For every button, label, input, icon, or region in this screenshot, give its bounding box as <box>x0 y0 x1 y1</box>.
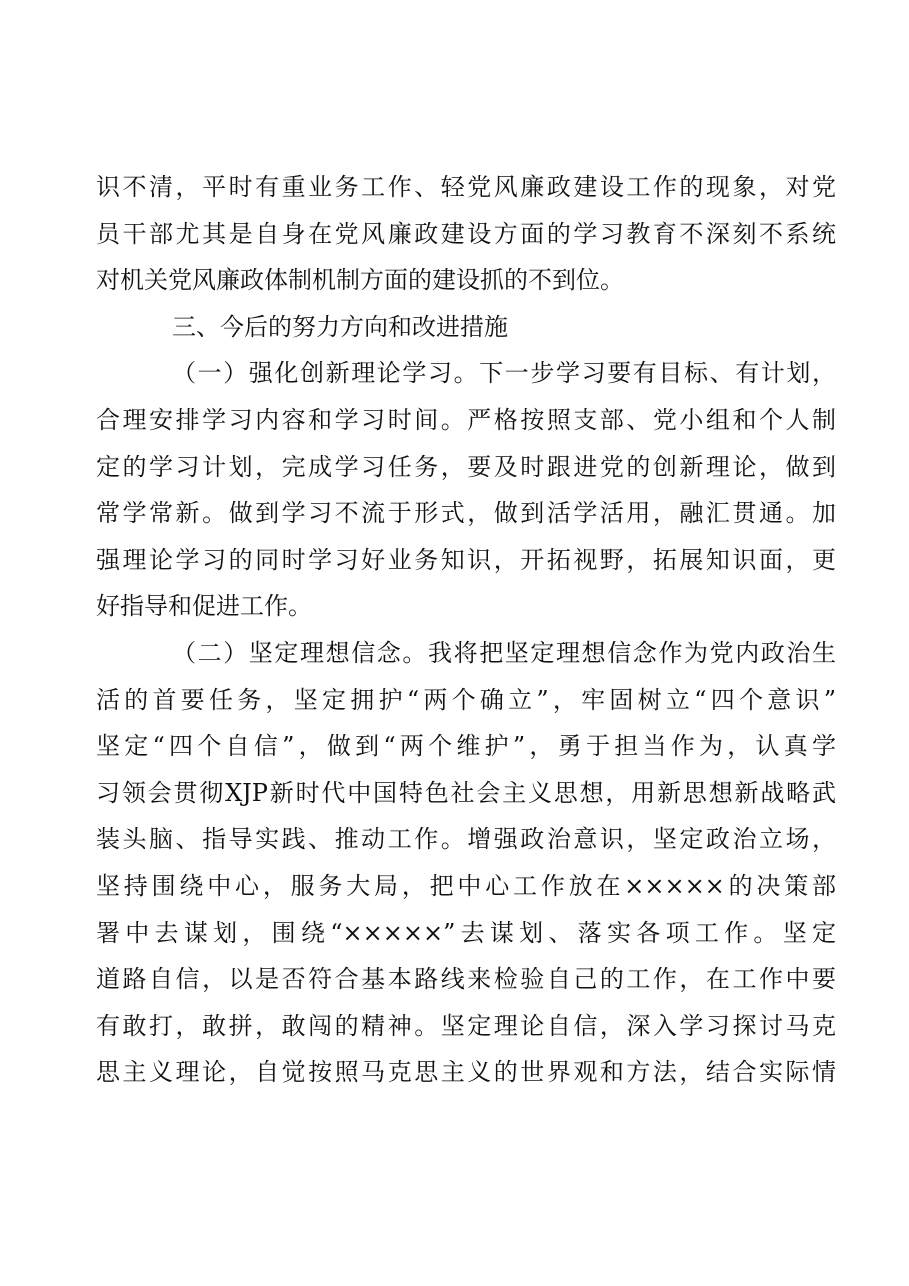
body-line: 习领会贯彻XJP新时代中国特色社会主义思想，用新思想新战略武 <box>96 778 836 807</box>
body-line: 常学常新。做到学习不流于形式，做到活学活用，融汇贯通。加 <box>96 499 836 528</box>
body-line: 强理论学习的同时学习好业务知识，开拓视野，拓展知识面，更 <box>96 545 836 574</box>
body-line: 有敢打，敢拼，敢闯的精神。坚定理论自信，深入学习探讨马克 <box>96 1011 836 1040</box>
body-line: 好指导和促进工作。 <box>96 592 312 621</box>
document-body <box>96 164 836 1096</box>
body-line: 装头脑、指导实践、推动工作。增强政治意识，坚定政治立场， <box>96 825 836 854</box>
body-line: 思主义理论，自觉按照马克思主义的世界观和方法，结合实际情 <box>96 1058 836 1087</box>
body-line: 员干部尤其是自身在党风廉政建设方面的学习教育不深刻不系统 <box>96 219 836 248</box>
body-line: 道路自信，以是否符合基本路线来检验自己的工作，在工作中要 <box>96 965 836 994</box>
body-line: 活的首要任务，坚定拥护“两个确立”，牢固树立“四个意识” <box>96 685 836 714</box>
section-heading: 三、今后的努力方向和改进措施 <box>172 312 508 341</box>
paragraph-first-line: （二）坚定理想信念。我将把坚定理想信念作为党内政治生 <box>172 638 836 667</box>
paragraph-first-line: （一）强化创新理论学习。下一步学习要有目标、有计划， <box>172 359 836 388</box>
body-line: 定的学习计划，完成学习任务，要及时跟进党的创新理论，做到 <box>96 452 836 481</box>
body-line: 对机关党风廉政体制机制方面的建设抓的不到位。 <box>96 266 624 295</box>
body-line: 署中去谋划，围绕“×××××”去谋划、落实各项工作。坚定 <box>96 918 836 947</box>
body-line: 识不清，平时有重业务工作、轻党风廉政建设工作的现象，对党 <box>96 173 836 201</box>
body-line: 坚持围绕中心，服务大局，把中心工作放在×××××的决策部 <box>96 871 836 900</box>
body-line: 合理安排学习内容和学习时间。严格按照支部、党小组和个人制 <box>96 405 836 434</box>
body-line: 坚定“四个自信”，做到“两个维护”，勇于担当作为，认真学 <box>96 732 836 761</box>
